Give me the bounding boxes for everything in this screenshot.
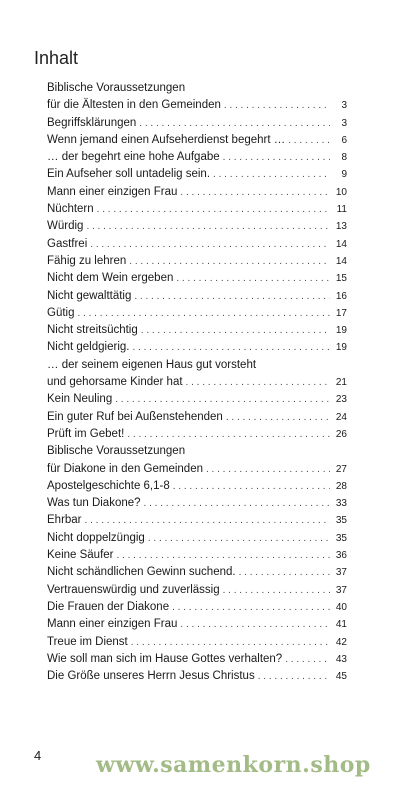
toc-entry (47, 547, 347, 564)
toc-entry-page: 9 (341, 169, 347, 181)
toc-entry-title: Fähig zu lehren (47, 254, 127, 267)
dot-leader (258, 668, 330, 685)
toc-entry-title: Ehrbar (47, 514, 82, 527)
toc-entry-page: 21 (335, 377, 347, 389)
toc-entry-title: Gastfrei (47, 237, 88, 250)
toc-entry (47, 651, 347, 668)
toc-entry (47, 236, 347, 253)
toc-entry (47, 582, 347, 599)
dot-leader (117, 547, 331, 564)
toc-entry-title: Biblische Voraussetzungen (47, 445, 186, 458)
toc-entry-title: Die Größe unseres Herrn Jesus Christus (47, 670, 255, 683)
toc-entry (47, 184, 347, 201)
toc-entry-page: 6 (341, 134, 347, 146)
toc-entry-page: 23 (335, 394, 347, 406)
dot-leader (148, 530, 330, 547)
toc-entry (47, 270, 347, 287)
toc-entry-title: Nicht schändlichen Gewinn suchend. (47, 566, 236, 579)
toc-entry (47, 322, 347, 339)
toc-entry-title: Die Frauen der Diakone (47, 600, 170, 613)
dot-leader (223, 582, 330, 599)
dot-leader (97, 201, 330, 218)
toc-entry (47, 218, 347, 235)
toc-entry (47, 132, 347, 149)
toc-entry-page: 35 (335, 532, 347, 544)
toc-entry-page: 19 (335, 342, 347, 354)
toc-entry-title: Wie soll man sich im Hause Gottes verhalten? (47, 652, 283, 665)
toc-entry-title: Nicht geldgierig. (47, 341, 130, 354)
toc-entry (47, 443, 347, 460)
toc-entry-page: 43 (335, 653, 347, 665)
toc-entry-title: Wenn jemand einen Aufseherdienst begehrt … (47, 133, 286, 146)
toc-entry (47, 634, 347, 651)
toc-entry-title: Apostelgeschichte 6,1-8 (47, 479, 170, 492)
toc-entry-page: 28 (335, 480, 347, 492)
toc-entry-title: Vertrauenswürdig und zuverlässig (47, 583, 220, 596)
toc-entry-title: Nicht dem Wein ergeben (47, 272, 174, 285)
toc-entry-page: 19 (335, 325, 347, 337)
toc-entry-page: 24 (335, 411, 347, 423)
toc-entry-title: und gehorsame Kinder hat (47, 376, 183, 389)
toc-entry (47, 495, 347, 512)
toc-entry (47, 374, 347, 391)
toc-entry-title: Ein Aufseher soll untadelig sein. (47, 168, 211, 181)
toc-entry-page: 41 (335, 619, 347, 631)
dot-leader (86, 218, 330, 235)
dot-leader (132, 339, 330, 356)
dot-leader (127, 426, 330, 443)
toc-entry-title: Nicht doppelzüngig (47, 531, 145, 544)
toc-entry (47, 357, 347, 374)
toc-entry-page: 33 (335, 498, 347, 510)
dot-leader (78, 305, 331, 322)
toc-entry (47, 530, 347, 547)
toc-entry-title: Biblische Voraussetzungen (47, 82, 186, 94)
dot-leader (172, 599, 330, 616)
toc-entry (47, 149, 347, 166)
toc-entry (47, 305, 347, 322)
dot-leader (180, 616, 330, 633)
toc-entry-title: Mann einer einzigen Frau (47, 618, 178, 631)
toc-entry-page: 16 (335, 290, 347, 302)
toc-entry (47, 288, 347, 305)
toc-entry (47, 391, 347, 408)
dot-leader (226, 409, 330, 426)
dot-leader (288, 132, 330, 149)
toc-entry (47, 80, 347, 97)
page-title: Inhalt (34, 48, 79, 68)
dot-leader (224, 97, 330, 114)
dot-leader (239, 564, 330, 581)
toc-entry-page: 45 (335, 671, 347, 683)
toc-entry (47, 668, 347, 685)
toc-entry-title: Mann einer einzigen Frau (47, 185, 178, 198)
toc-entry-page: 26 (335, 428, 347, 440)
toc-entry (47, 339, 347, 356)
toc-entry-title: für Diakone in den Gemeinden (47, 462, 203, 475)
dot-leader (285, 651, 330, 668)
toc-entry-title: Ein guter Ruf bei Außenstehenden (47, 410, 223, 423)
toc-entry-page: 10 (335, 186, 347, 198)
toc-entry (47, 478, 347, 495)
toc-entry-page: 40 (335, 601, 347, 613)
toc-entry-page: 3 (341, 117, 347, 129)
toc-entry-title: Gütig (47, 306, 75, 319)
dot-leader (90, 236, 330, 253)
toc-entry-title: Begriffsklärungen (47, 116, 137, 129)
toc-entry-page: 11 (336, 204, 347, 216)
dot-leader (141, 322, 330, 339)
toc-entry (47, 599, 347, 616)
toc-entry-page: 17 (335, 307, 347, 319)
toc-entry-title: … der seinem eigenen Haus gut vorsteht (47, 358, 257, 371)
toc-entry-page: 37 (335, 567, 347, 579)
dot-leader (186, 374, 330, 391)
dot-leader (131, 634, 330, 651)
toc-entry-title: Kein Neuling (47, 393, 113, 406)
toc-entry-title: Nicht gewalttätig (47, 289, 132, 302)
watermark-logo: www.samenkorn.shop (96, 752, 371, 778)
dot-leader (129, 253, 330, 270)
toc-entry (47, 253, 347, 270)
toc-entry-title: … der begehrt eine hohe Aufgabe (47, 151, 220, 164)
dot-leader (180, 184, 330, 201)
dot-leader (176, 270, 330, 287)
toc-entry (47, 166, 347, 183)
toc-entry-page: 27 (335, 463, 347, 475)
toc-entry-title: Was tun Diakone? (47, 497, 141, 510)
dot-leader (85, 512, 330, 529)
toc-entry-title: Würdig (47, 220, 84, 233)
toc-entry-page: 37 (335, 584, 347, 596)
toc-entry-page: 15 (335, 273, 347, 285)
toc-entry (47, 409, 347, 426)
dot-leader (134, 288, 330, 305)
dot-leader (213, 166, 330, 183)
table-of-contents (47, 80, 347, 685)
dot-leader (115, 391, 330, 408)
toc-entry-page: 14 (335, 238, 347, 250)
toc-entry-title: Keine Säufer (47, 549, 114, 562)
toc-entry-page: 36 (335, 550, 347, 562)
toc-entry-title: Treue im Dienst (47, 635, 128, 648)
toc-entry-page: 42 (335, 636, 347, 648)
page-number: 4 (34, 748, 42, 763)
toc-entry (47, 564, 347, 581)
dot-leader (223, 149, 330, 166)
toc-entry (47, 426, 347, 443)
dot-leader (206, 461, 330, 478)
toc-entry-title: Nicht streitsüchtig (47, 324, 138, 337)
toc-entry-page: 14 (335, 255, 347, 267)
dot-leader (144, 495, 330, 512)
toc-entry-title: Prüft im Gebet! (47, 427, 125, 440)
toc-entry (47, 97, 347, 114)
toc-entry-title: Nüchtern (47, 203, 94, 216)
toc-entry-page: 3 (341, 100, 347, 112)
dot-leader (173, 478, 330, 495)
toc-entry (47, 512, 347, 529)
toc-entry-page: 8 (341, 152, 347, 164)
toc-entry (47, 115, 347, 132)
toc-entry-page: 35 (335, 515, 347, 527)
toc-entry (47, 201, 347, 218)
toc-entry-page: 13 (335, 221, 347, 233)
toc-entry-title: für die Ältesten in den Gemeinden (47, 99, 221, 112)
dot-leader (139, 115, 330, 132)
toc-entry (47, 616, 347, 633)
toc-entry (47, 461, 347, 478)
